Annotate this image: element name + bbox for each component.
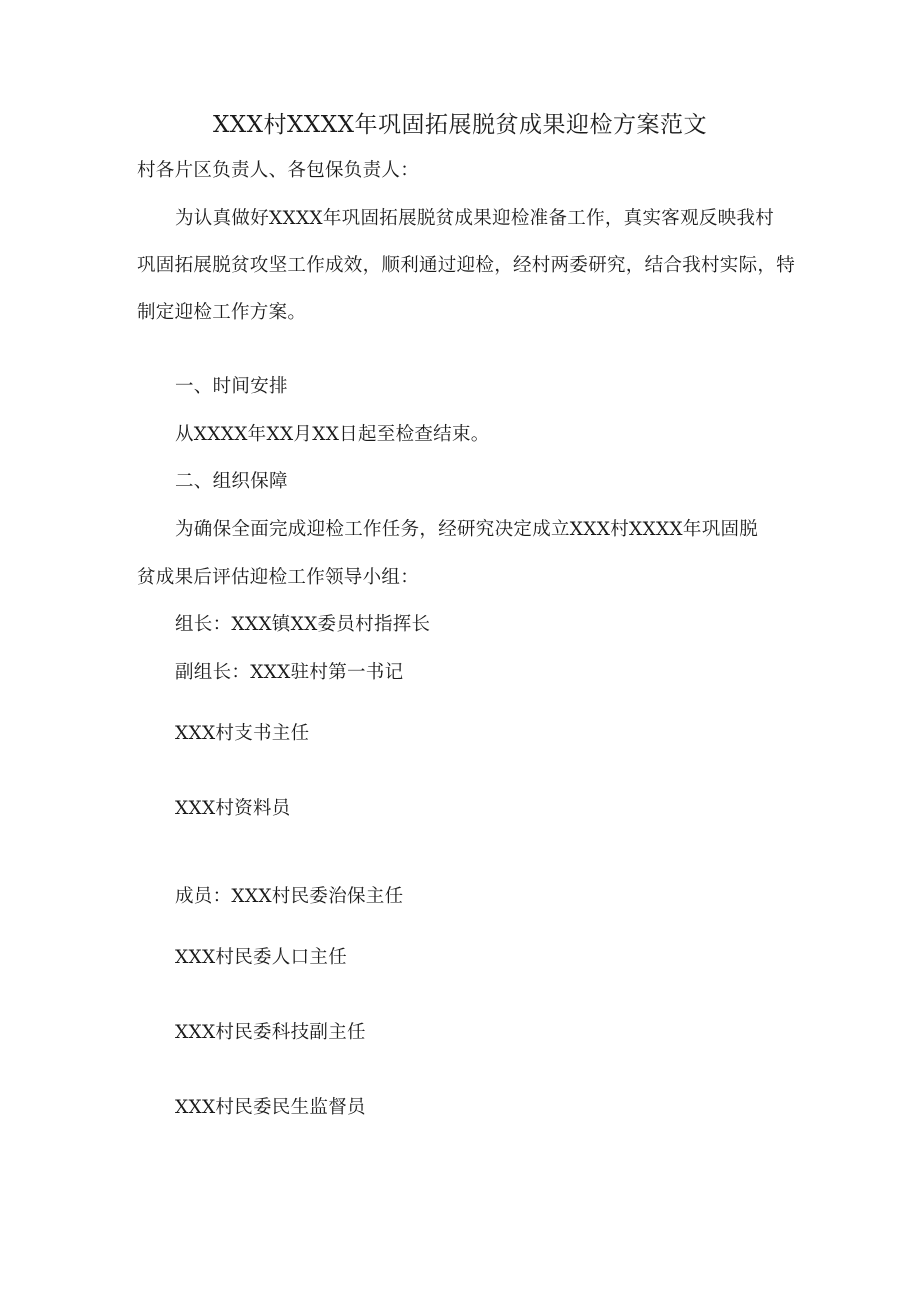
member-line-1: 成员：XXX村民委治保主任 xyxy=(175,886,404,907)
section-2-body-line-2: 贫成果后评估迎检工作领导小组： xyxy=(137,567,420,588)
deputy-line: 副组长：XXX驻村第一书记 xyxy=(175,662,404,683)
salutation: 村各片区负责人、各包保负责人： xyxy=(137,160,420,181)
member-line-2: XXX村民委人口主任 xyxy=(175,947,348,968)
deputy-line-3: XXX村资料员 xyxy=(175,798,291,819)
leader-line: 组长：XXX镇XX委员村指挥长 xyxy=(175,614,431,635)
document-title: XXX村XXXX年巩固拓展脱贫成果迎检方案范文 xyxy=(212,112,708,138)
section-1-heading: 一、时间安排 xyxy=(175,376,288,397)
intro-line-2: 巩固拓展脱贫攻坚工作成效，顺利通过迎检，经村两委研究，结合我村实际，特 xyxy=(137,255,796,276)
section-1-body: 从XXXX年XX月XX日起至检查结束。 xyxy=(175,424,490,445)
section-2-heading: 二、组织保障 xyxy=(175,471,288,492)
member-line-4: XXX村民委民生监督员 xyxy=(175,1097,366,1118)
section-2-body-line-1: 为确保全面完成迎检工作任务，经研究决定成立XXX村XXXX年巩固脱 xyxy=(175,519,759,540)
member-line-3: XXX村民委科技副主任 xyxy=(175,1022,366,1043)
intro-line-3: 制定迎检工作方案。 xyxy=(137,302,307,323)
intro-line-1: 为认真做好XXXX年巩固拓展脱贫成果迎检准备工作，真实客观反映我村 xyxy=(175,208,775,229)
deputy-line-2: XXX村支书主任 xyxy=(175,723,310,744)
